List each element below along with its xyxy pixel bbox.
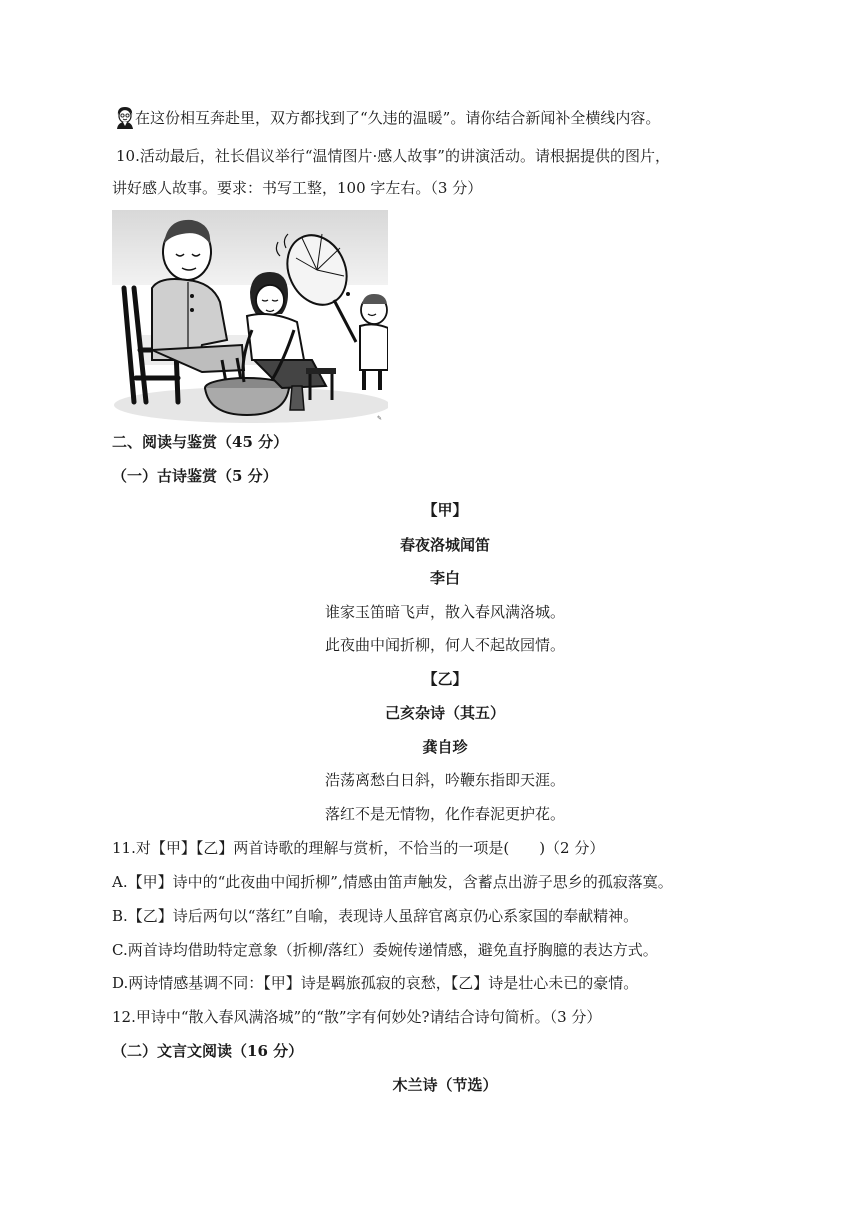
poem-b-line-1: 浩荡离愁白日斜，吟鞭东指即天涯。 bbox=[324, 771, 565, 789]
question-11-option-d: D.两诗情感基调不同：【甲】诗是羁旅孤寂的哀愁，【乙】诗是壮心未已的豪情。 bbox=[112, 974, 639, 992]
subsection-1-heading: （一）古诗鉴赏（5 分） bbox=[112, 467, 278, 485]
poem-b-author: 龚自珍 bbox=[422, 738, 468, 756]
poem-a-line-2: 此夜曲中闻折柳，何人不起故园情。 bbox=[324, 636, 565, 654]
subsection-2-heading: （二）文言文阅读（16 分） bbox=[112, 1042, 304, 1060]
foot-washing-cartoon-illustration bbox=[112, 210, 388, 424]
question-10-line-1: 10.活动最后，社长倡议举行“温情图片·感人故事”的讲演活动。请根据提供的图片， bbox=[116, 147, 670, 165]
question-11-option-c: C.两首诗均借助特定意象（折柳/落红）委婉传递情感，避免直抒胸臆的表达方式。 bbox=[112, 941, 658, 959]
poem-b-line-2: 落红不是无情物，化作春泥更护花。 bbox=[324, 805, 565, 823]
question-11-option-a: A.【甲】诗中的“此夜曲中闻折柳”,情感由笛声触发，含蓄点出游子思乡的孤寂落寞。 bbox=[112, 873, 673, 891]
question-11-stem: 11.对【甲】【乙】两首诗歌的理解与赏析，不恰当的一项是( )（2 分） bbox=[112, 839, 605, 857]
section-2-heading: 二、阅读与鉴赏（45 分） bbox=[112, 433, 289, 451]
poem-a-line-1: 谁家玉笛暗飞声，散入春风满洛城。 bbox=[324, 603, 565, 621]
poem-b-title: 己亥杂诗（其五） bbox=[384, 704, 505, 722]
question-10-line-2: 讲好感人故事。要求：书写工整，100 字左右。（3 分） bbox=[112, 179, 483, 197]
intro-text: 在这份相互奔赴里，双方都找到了“久违的温暖”。请你结合新闻补全横线内容。 bbox=[135, 109, 661, 127]
svg-text:✎: ✎ bbox=[377, 415, 383, 422]
poem-a-title: 春夜洛城闻笛 bbox=[399, 536, 490, 554]
poem-b-tag: 【乙】 bbox=[422, 670, 468, 688]
student-avatar-icon bbox=[114, 105, 136, 129]
classical-text-title: 木兰诗（节选） bbox=[392, 1076, 498, 1094]
poem-a-tag: 【甲】 bbox=[422, 501, 468, 519]
question-12-stem: 12.甲诗中“散入春风满洛城”的“散”字有何妙处?请结合诗句简析。（3 分） bbox=[112, 1008, 602, 1026]
question-11-option-b: B.【乙】诗后两句以“落红”自喻，表现诗人虽辞官离京仍心系家国的奉献精神。 bbox=[112, 907, 639, 925]
poem-a-author: 李白 bbox=[429, 569, 460, 587]
